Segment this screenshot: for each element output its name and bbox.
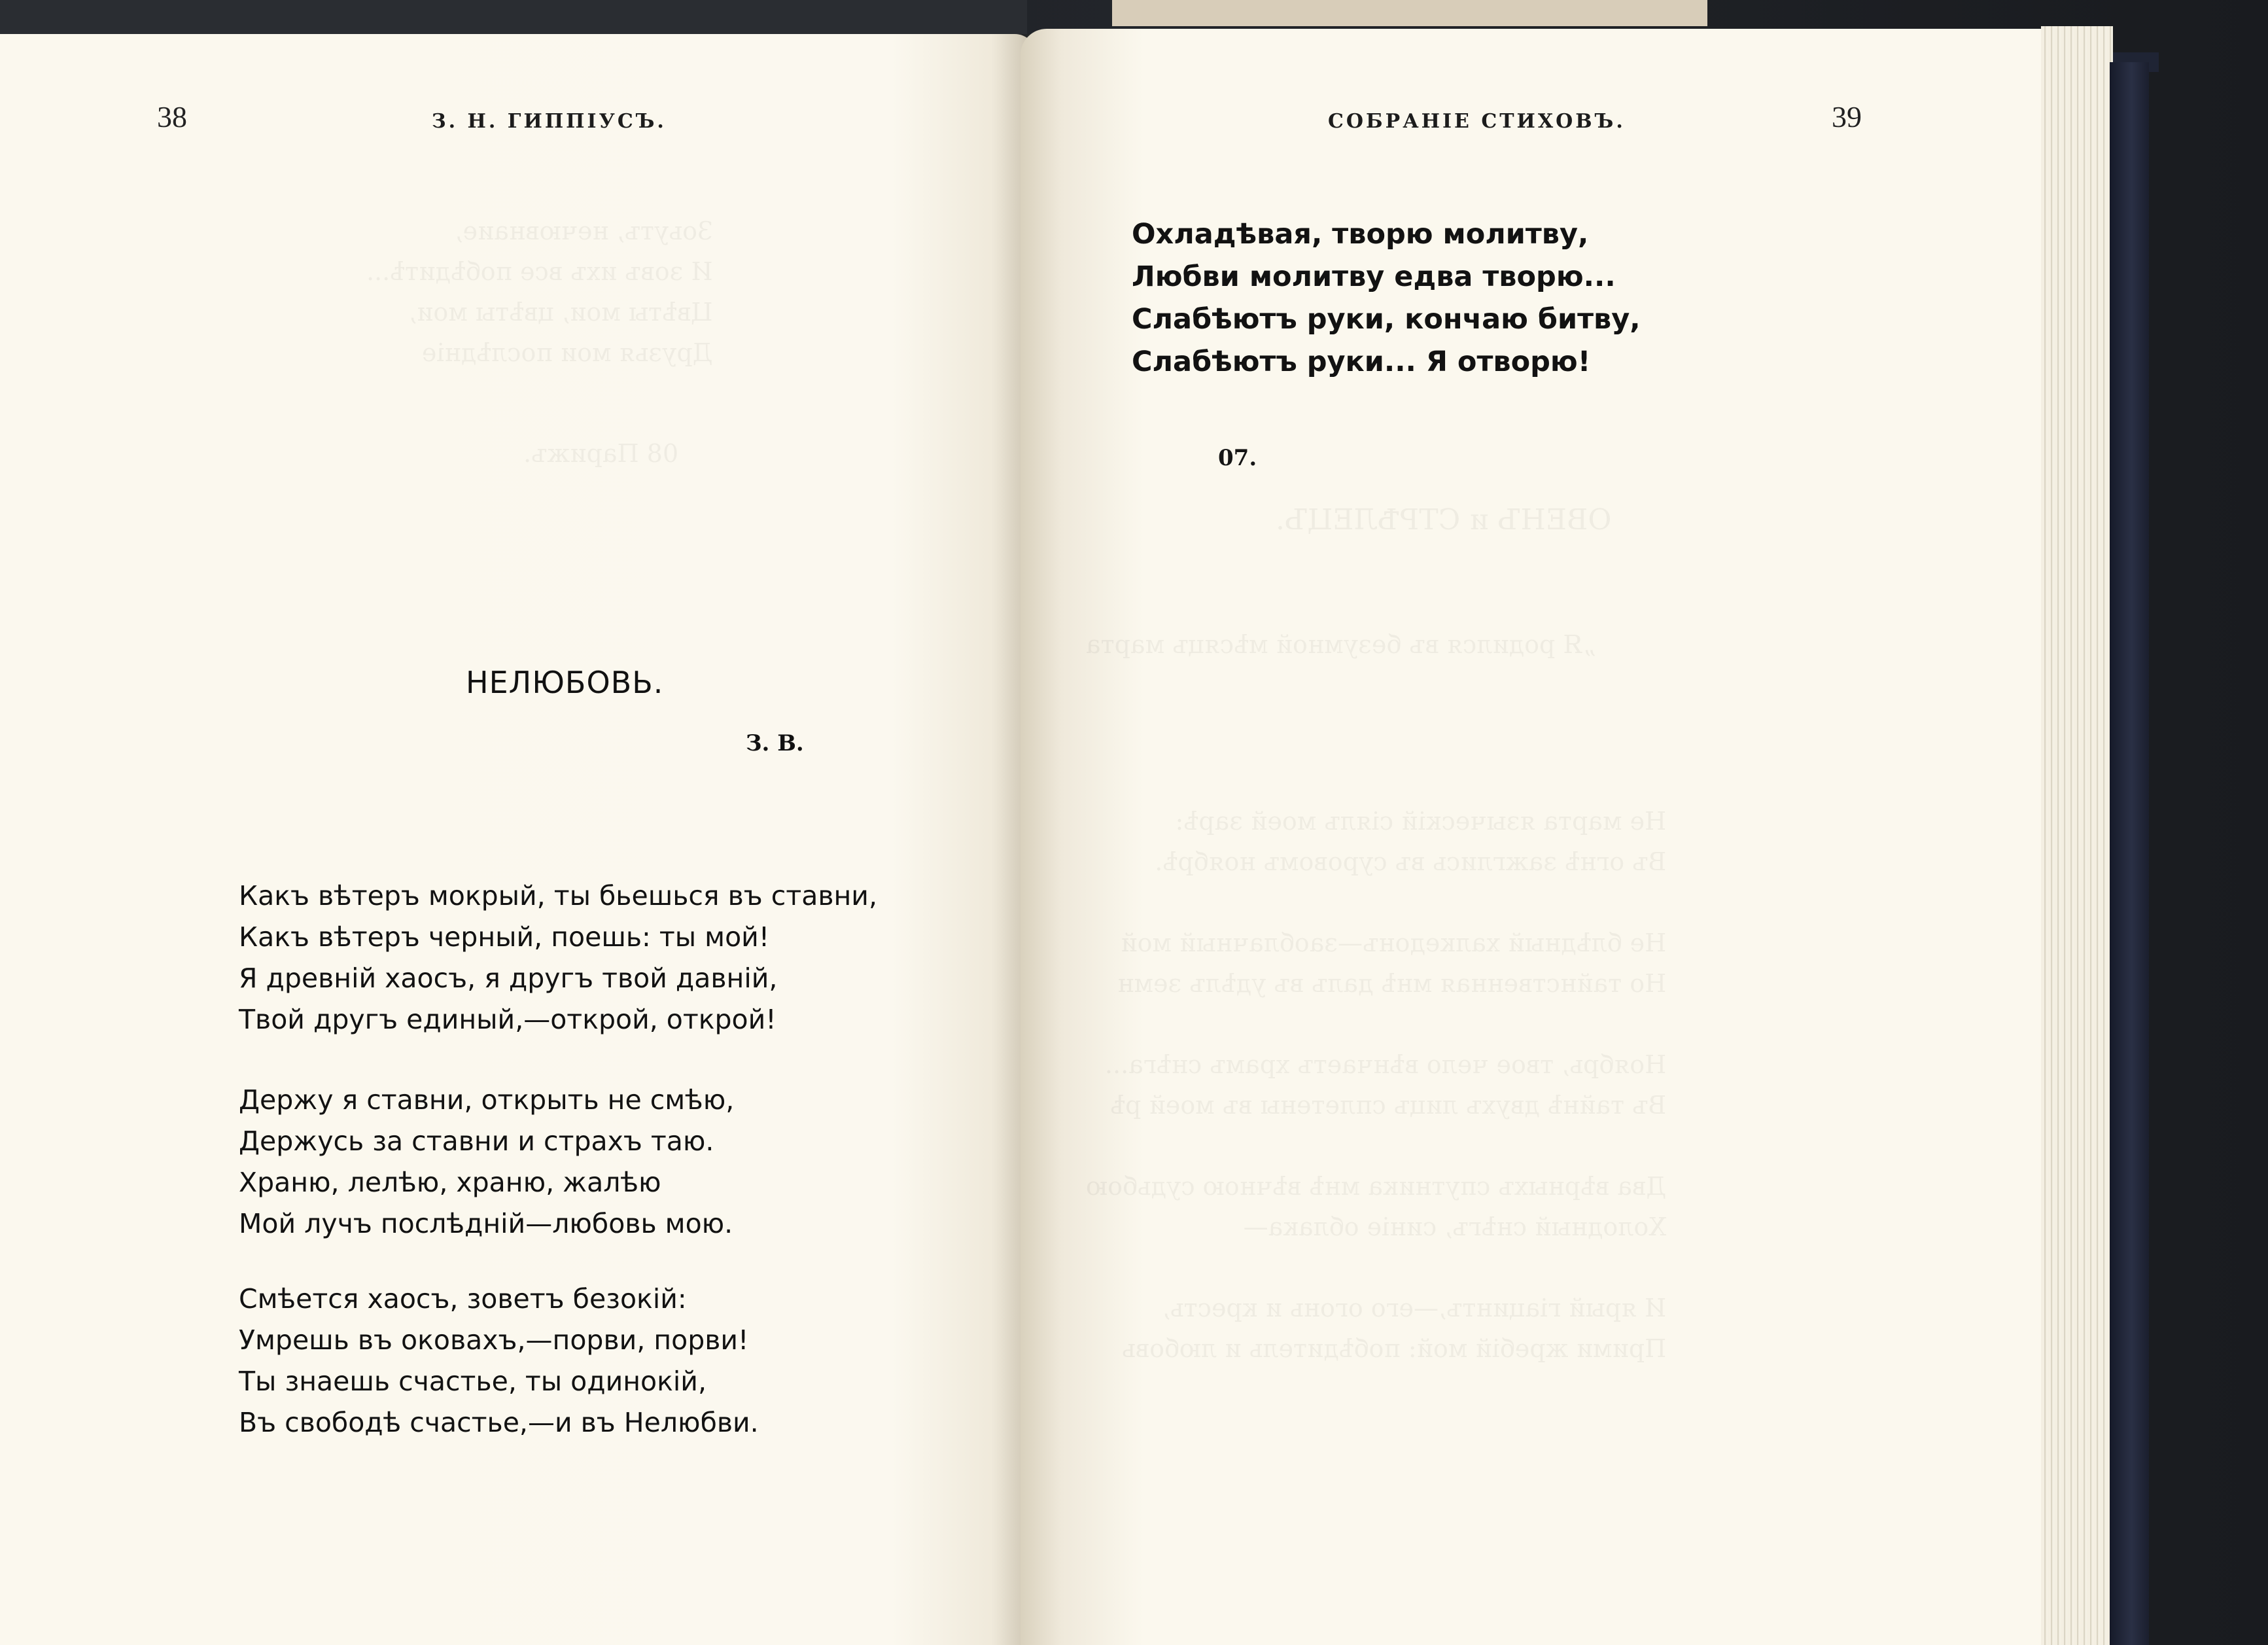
top-strip-left — [0, 0, 1027, 34]
verse-line: Любви молитву едва творю... — [1132, 260, 1616, 293]
verse-line: Умрешь въ оковахъ,—порви, порви! — [239, 1324, 749, 1356]
verse-line: Ты знаешь счастье, ты одинокій, — [239, 1366, 707, 1397]
verse-line: Смѣется хаосъ, зоветъ безокій: — [239, 1283, 687, 1315]
left-stanza-2 — [239, 1080, 734, 1245]
left-page-number: 38 — [157, 100, 187, 133]
left-page-show-through — [366, 211, 713, 373]
left-stanza-1 — [239, 876, 877, 1040]
left-running-head: З. Н. ГИППІУСЪ. — [432, 110, 667, 133]
page-edges — [2041, 26, 2113, 1645]
right-running-head: СОБРАНІЕ СТИХОВЪ. — [1328, 110, 1626, 133]
verse-line: Слабѣютъ руки, кончаю битву, — [1132, 303, 1641, 336]
right-stanza — [1132, 213, 1641, 383]
verse-line: Какъ вѣтеръ черный, поешь: ты мой! — [239, 921, 770, 953]
poem-date: 07. — [1218, 445, 1257, 471]
verse-line: Храню, лелѣю, храню, жалѣю — [239, 1167, 661, 1198]
right-page-number: 39 — [1832, 100, 1862, 133]
verse-line: Слабѣютъ руки... Я отворю! — [1132, 345, 1591, 378]
verse-line: Держусь за ставни и страхъ таю. — [239, 1125, 714, 1157]
right-page-show-through-epigraph — [1086, 624, 1596, 665]
verse-line: Охладѣвая, творю молитву, — [1132, 218, 1589, 251]
verse-line: Держу я ставни, открыть не смѣю, — [239, 1084, 735, 1116]
verse-line: Твой другъ единый,—открой, открой! — [239, 1004, 776, 1035]
verse-line: Мой лучъ послѣдній—любовь мою. — [239, 1208, 733, 1239]
book-cover-edge — [2110, 62, 2149, 1645]
verse-line: Я древній хаосъ, я другъ твой давній, — [239, 963, 778, 994]
poem-author-mark: З. В. — [746, 730, 804, 756]
verse-line: Въ свободѣ счастье,—и въ Нелюбви. — [239, 1407, 759, 1438]
right-page-show-through-title — [1276, 500, 1611, 540]
left-page-show-through-date — [523, 433, 678, 474]
verse-line: Какъ вѣтеръ мокрый, ты бьешься въ ставни, — [239, 880, 877, 911]
left-stanza-3 — [239, 1279, 759, 1443]
right-page-show-through-body — [1086, 801, 1666, 1369]
top-paper-strip — [1112, 0, 1707, 26]
poem-title: НЕЛЮБОВЬ. — [466, 665, 664, 700]
